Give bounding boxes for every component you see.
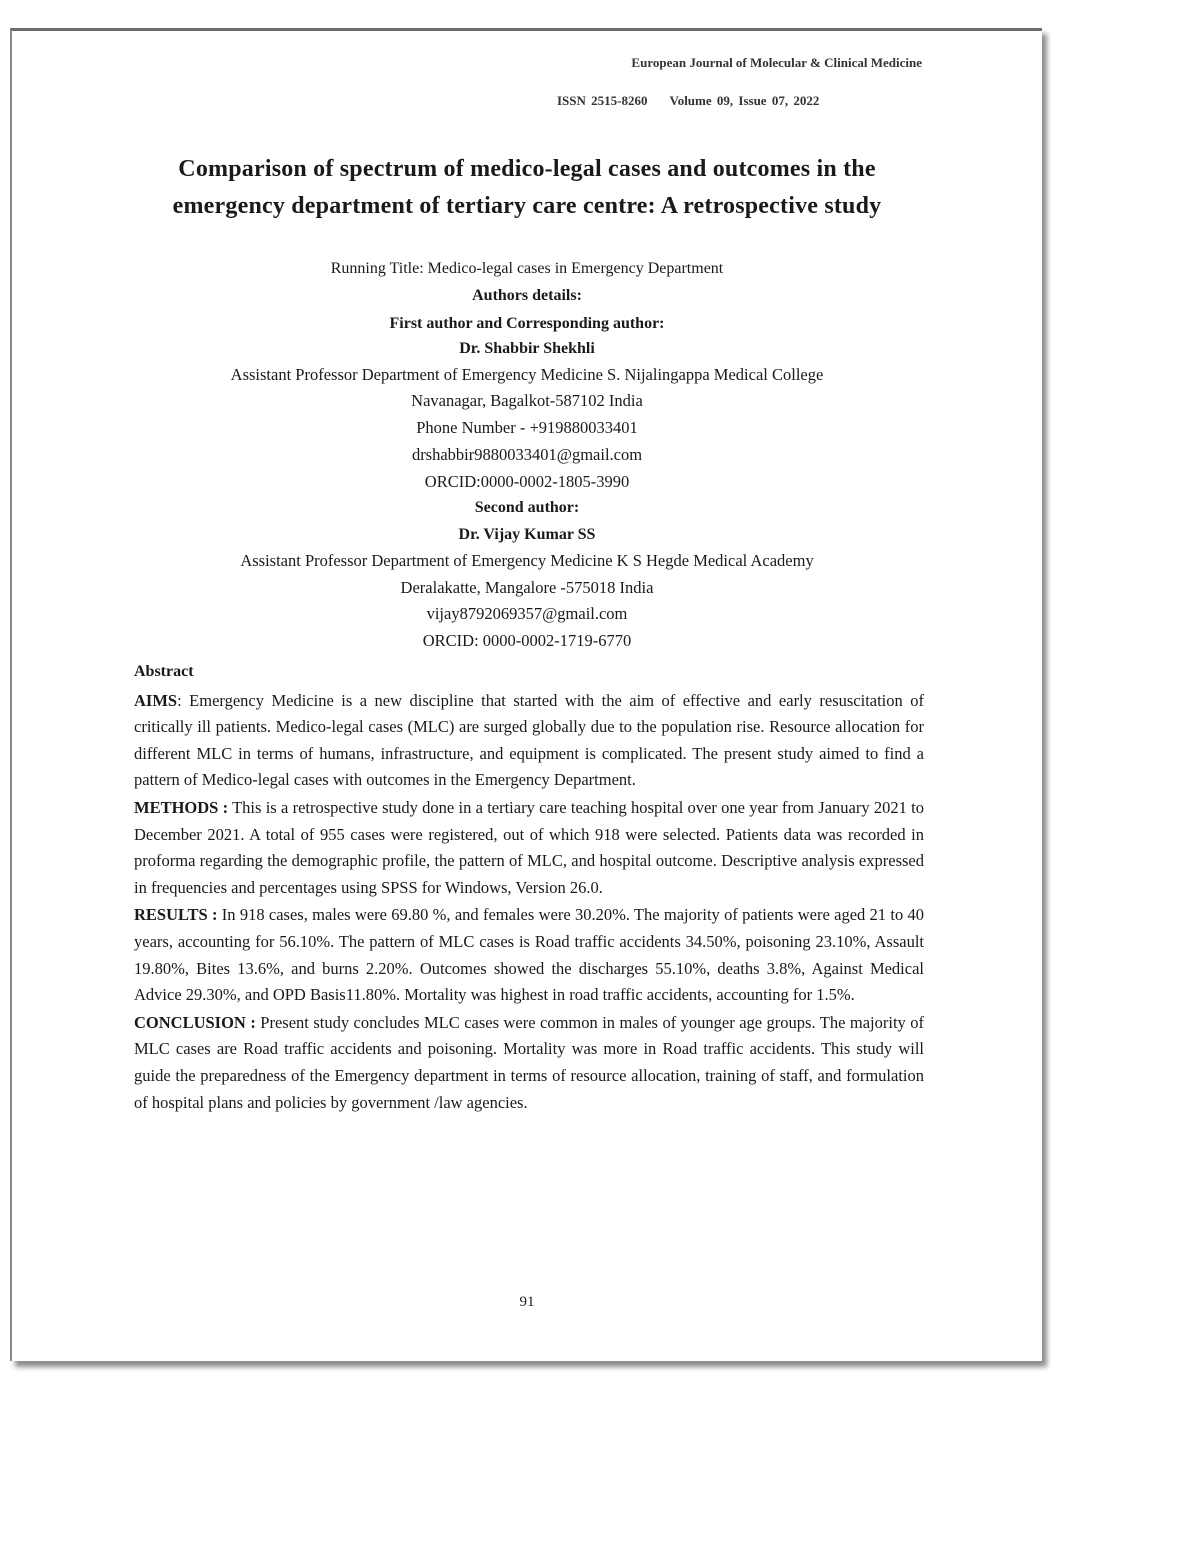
authors-heading: Authors details:	[472, 287, 582, 304]
results-text: In 918 cases, males were 69.80 %, and females were 30.20%. The majority of patients were aged 21 to 40 years, accounting for 56.10%. The pattern of MLC cases is Road traffic accidents 34.50%, poisoning 23.10%, Assault 19.80%, Bites 13.6%, and burns 2.20%. Outcomes showed the discharges 55.10%, deaths 3.8%, Against Medical Advice 29.30%, and OPD Basis11.80%. Mortality was highest in road traffic accidents, accounting for 1.5%.	[134, 905, 924, 1005]
second-author-email: vijay8792069357@gmail.com	[426, 604, 628, 623]
abstract-section	[134, 659, 924, 1117]
issn: ISSN 2515-8260	[557, 93, 648, 108]
running-title: Running Title: Medico-legal cases in Emergency Department	[330, 260, 724, 277]
volume-issue: Volume 09, Issue 07, 2022	[669, 93, 820, 108]
abstract-heading: Abstract	[134, 663, 194, 680]
second-author-name: Dr. Vijay Kumar SS	[458, 526, 596, 543]
first-author-email: drshabbir9880033401@gmail.com	[411, 445, 643, 464]
aims-text: : Emergency Medicine is a new discipline that started with the aim of effective and early resuscitation of critically ill patients. Medico-legal cases (MLC) are surged globally due to the population rise. Resource allocation for different MLC in terms of humans, infrastructure, and equipment is complicated. The present study aimed to find a pattern of Medico-legal cases with outcomes in the Emergency Department.	[134, 690, 924, 790]
abstract-aims	[134, 688, 924, 794]
methods-label: METHODS :	[134, 797, 229, 817]
first-author-phone: Phone Number - +919880033401	[416, 418, 638, 437]
second-author-address: Deralakatte, Mangalore -575018 India	[400, 578, 654, 597]
first-author-name: Dr. Shabbir Shekhli	[459, 340, 595, 357]
second-author-affiliation: Assistant Professor Department of Emergency Medicine K S Hegde Medical Academy	[240, 551, 814, 570]
aims-label: AIMS	[134, 690, 178, 710]
methods-text: This is a retrospective study done in a tertiary care teaching hospital over one year from January 2021 to December 2021. A total of 955 cases were registered, out of which 918 were selected. Patients data was recorded in proforma regarding the demographic profile, the pattern of MLC, and hospital outcome. Descriptive analysis expressed in frequencies and percentages using SPSS for Windows, Version 26.0.	[134, 797, 924, 897]
paper-page	[10, 28, 1042, 1361]
page-number: 91	[519, 1294, 535, 1310]
first-author-affiliation: Assistant Professor Department of Emergency Medicine S. Nijalingappa Medical College	[230, 365, 824, 384]
abstract-results	[134, 902, 924, 1008]
journal-name: European Journal of Molecular & Clinical Medicine	[631, 55, 922, 70]
first-author-address: Navanagar, Bagalkot-587102 India	[411, 391, 643, 410]
abstract-methods	[134, 795, 924, 901]
abstract-conclusion	[134, 1010, 924, 1116]
results-label: RESULTS :	[134, 905, 218, 925]
issue-info	[557, 93, 819, 109]
conclusion-label: CONCLUSION :	[134, 1012, 256, 1032]
second-author-role: Second author:	[474, 499, 580, 516]
conclusion-text: Present study concludes MLC cases were common in males of younger age groups. The majority of MLC cases are Road traffic accidents and poisoning. Mortality was more in Road traffic accidents. This study will guide the preparedness of the Emergency department in terms of resource allocation, training of staff, and formulation of hospital plans and policies by government /law agencies.	[134, 1012, 924, 1112]
first-author-role: First author and Corresponding author:	[389, 315, 665, 332]
first-author-orcid: ORCID:0000-0002-1805-3990	[424, 472, 630, 491]
paper-title: Comparison of spectrum of medico-legal cases and outcomes in the emergency department of tertiary care centre: A retrospective study	[172, 156, 882, 219]
second-author-orcid: ORCID: 0000-0002-1719-6770	[422, 631, 632, 650]
